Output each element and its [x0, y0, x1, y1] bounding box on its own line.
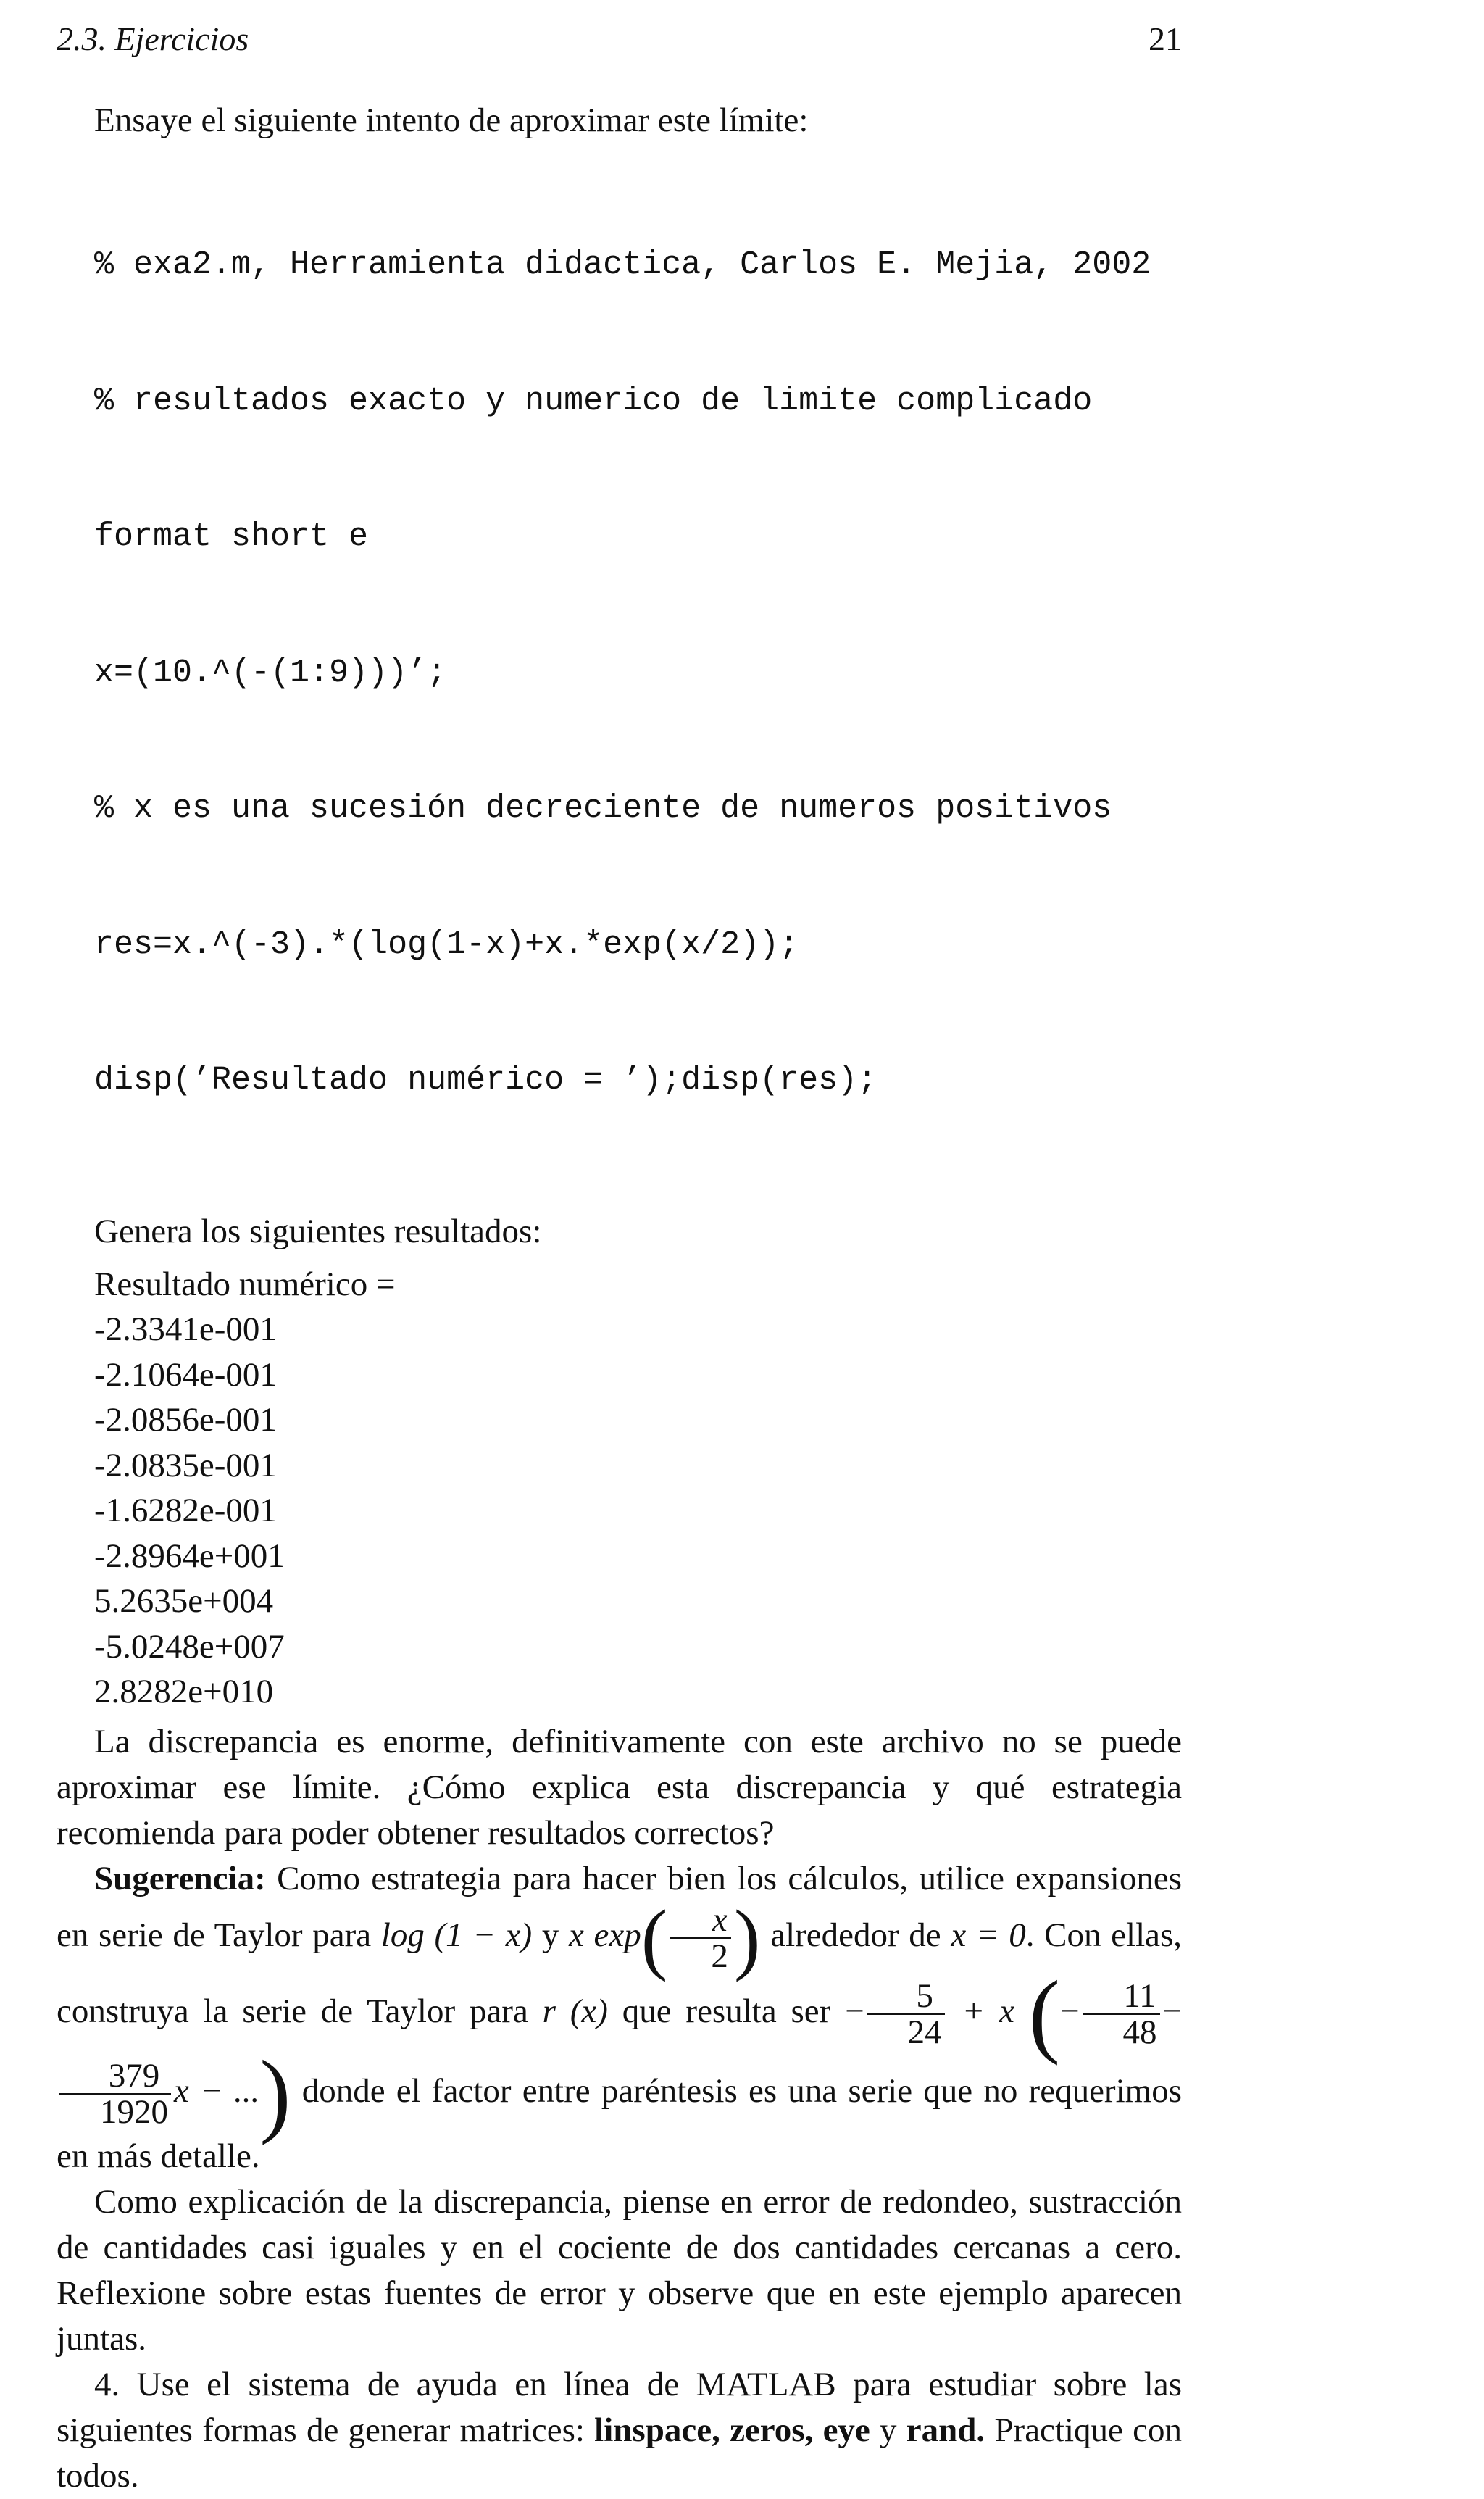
code-line: res=x.^(-3).*(log(1-x)+x.*exp(x/2));: [94, 926, 799, 963]
x-equals-zero: x = 0: [951, 1916, 1026, 1954]
suggestion-paragraph: Sugerencia: Como estrategia para hacer bien los cálculos, utilice expansiones en serie de Taylor para log (1 − x) y x exp( $\frac{x}{2}$ ) alrededor de x = 0. Con ellas, construya la serie de Taylor para r (x) que resulta ser − $\frac{5}{24}$ + x (− $\frac{11}{48}$ − $\frac{379}{1920}$ x − ...) donde el factor entre paréntesis es una serie que no requerimos en más detalle.: [57, 1859, 1183, 2175]
page-number: 21: [1149, 20, 1182, 57]
results-list: [94, 1262, 1182, 1715]
fraction-5-24: $\frac{5}{24}$: [867, 1979, 945, 2050]
results-intro: Genera los siguientes resultados:: [94, 1212, 542, 1250]
fraction-x-over-2: $\frac{x}{2}$: [670, 1903, 731, 1974]
code-line: % x es una sucesión decreciente de numeros positivos: [94, 790, 1112, 827]
code-block: [94, 152, 1182, 1194]
result-value: 5.2635e+004: [94, 1582, 274, 1620]
r-expression: r (x): [542, 1992, 608, 2030]
matlab-function-rand: rand.: [906, 2411, 985, 2449]
code-line: % resultados exacto y numerico de limite complicado: [94, 382, 1093, 420]
code-line: format short e: [94, 518, 369, 555]
result-value: -1.6282e-001: [94, 1492, 277, 1529]
section-title: 2.3. Ejercicios: [57, 20, 249, 57]
discrepancy-paragraph: La discrepancia es enorme, definitivamente con este archivo no se puede aproximar ese límite. ¿Cómo explica esta discrepancia y qué estrategia recomienda para poder obtener resultados correctos?: [57, 1722, 1182, 1852]
suggestion-label: Sugerencia:: [94, 1859, 266, 1897]
code-line: disp(’Resultado numérico = ’);disp(res);: [94, 1062, 878, 1099]
results-label: Resultado numérico =: [94, 1265, 396, 1303]
running-header: [57, 17, 1182, 61]
code-line: % exa2.m, Herramienta didactica, Carlos E. Mejia, 2002: [94, 246, 1151, 283]
result-value: -2.3341e-001: [94, 1310, 277, 1348]
code-line: x=(10.^(-(1:9)))’;: [94, 654, 447, 691]
result-value: -2.1064e-001: [94, 1355, 277, 1394]
result-value: -2.0835e-001: [94, 1446, 277, 1484]
exercise-4-paragraph: 4. Use el sistema de ayuda en línea de MATLAB para estudiar sobre las siguientes formas de generar matrices: linspace, zeros, eye y rand. Practique con todos.: [57, 2365, 1182, 2495]
page-content: [57, 98, 1182, 2499]
fraction-11-48: $\frac{11}{48}$: [1083, 1979, 1160, 2050]
result-value: -2.0856e-001: [94, 1401, 277, 1439]
xexp-expression: x exp: [569, 1916, 641, 1954]
log-expression: log (1 − x): [380, 1916, 533, 1954]
result-value: 2.8282e+010: [94, 1673, 274, 1710]
result-value: -5.0248e+007: [94, 1627, 285, 1666]
explanation-paragraph: Como explicación de la discrepancia, piense en error de redondeo, sustracción de cantidades casi iguales y en el cociente de dos cantidades cercanas a cero. Reflexione sobre estas fuentes de error y observe que en este ejemplo aparecen juntas.: [57, 2182, 1182, 2358]
intro-text: Ensaye el siguiente intento de aproximar este límite:: [94, 101, 809, 139]
matlab-functions: linspace, zeros, eye: [594, 2411, 870, 2449]
result-value: -2.8964e+001: [94, 1537, 285, 1575]
fraction-379-1920: $\frac{379}{1920}$: [59, 2058, 171, 2129]
